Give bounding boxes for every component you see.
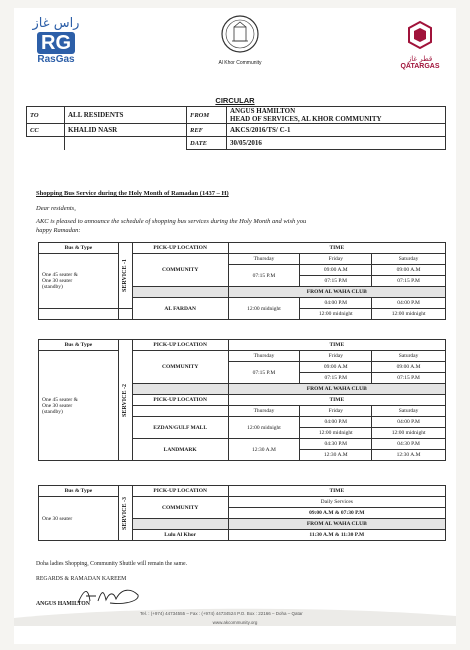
service-2-table [38, 339, 446, 461]
empty-cell [65, 137, 187, 150]
al-khor-community-logo [210, 14, 270, 66]
time-header: TIME [228, 486, 445, 497]
day-friday: Friday [300, 254, 372, 265]
time-cell: 12:00 midnight [300, 428, 372, 439]
from-waha-banner: FROM AL WAHA CLUB [228, 287, 445, 298]
community-location: COMMUNITY [132, 351, 228, 384]
day-friday: Friday [300, 406, 372, 417]
to-label: TO [27, 107, 65, 124]
footer-website: www.akcommunity.org [212, 620, 258, 625]
ref-label: REF [187, 124, 227, 137]
pickup-header: PICK-UP LOCATION [132, 486, 228, 497]
date-label: DATE [187, 137, 227, 150]
service-1-table [38, 242, 446, 320]
time-cell: 09:00 A.M [300, 362, 372, 373]
service-3-label: SERVICE -3 [118, 486, 132, 541]
service-3-bus: One 30 seater [39, 497, 119, 541]
pickup-header: PICK-UP LOCATION [132, 395, 228, 406]
time-cell: 07:15 P.M [300, 276, 372, 287]
time-header: TIME [228, 340, 445, 351]
from-title: HEAD OF SERVICES, AL KHOR COMMUNITY [230, 115, 382, 123]
community-location: COMMUNITY [132, 497, 228, 519]
time-cell: 04:30 P.M [372, 439, 446, 450]
from-value [227, 107, 446, 124]
time-cell: 04:00 P.M [372, 298, 446, 309]
daily-services: Daily Services [228, 497, 445, 508]
table-header-row [39, 486, 446, 497]
return-location: Lulu Al Khor [132, 530, 228, 541]
qatargas-logo [392, 20, 448, 70]
time-cell: 12:30 A.M [300, 450, 372, 461]
time-cell: 07:15 P.M [228, 362, 300, 384]
time-cell: 09:00 A.M [300, 265, 372, 276]
time-cell: 12:30 A.M [228, 439, 300, 461]
bus-type-header: Bus & Type [39, 243, 119, 254]
circular-page [14, 8, 456, 644]
bus-type-header: Bus & Type [39, 340, 119, 351]
subject-line: Shopping Bus Service during the Holy Month of Ramadan (1437 – H) [36, 190, 229, 197]
circular-title: CIRCULAR [215, 96, 255, 105]
time-cell: 07:15 P.M [372, 276, 446, 287]
day-saturday: Saturday [372, 351, 446, 362]
day-friday: Friday [300, 351, 372, 362]
return-location: AL FARDAN [132, 298, 228, 320]
table-header-row [39, 243, 446, 254]
empty-cell [118, 309, 132, 320]
bus-line: One 30 seater [42, 278, 73, 284]
rasgas-logo-name: RasGas [37, 54, 75, 65]
center-logo-caption: Al Khor Community [218, 60, 262, 66]
bus-line: (standby) [42, 408, 63, 415]
from-label: FROM [187, 107, 227, 124]
cc-ref-row [27, 124, 446, 137]
empty-cell [132, 519, 228, 530]
pickup-header: PICK-UP LOCATION [132, 340, 228, 351]
service-1-bus [39, 254, 119, 309]
time-cell: 12:00 midnight [300, 309, 372, 320]
footer-address: Tel. : (+974) 44734555 – Fax : (+974) 44734524 P.O. Box : 22166 – Doha – Qatar [140, 611, 303, 616]
empty-cell [39, 309, 119, 320]
regards-line: REGARDS & RAMADAN KAREEM [36, 576, 127, 582]
from-name: ANGUS HAMILTON [230, 107, 296, 115]
ezdan-location: EZDAN/GULF MALL [132, 417, 228, 439]
day-thursday: Thursday [228, 254, 300, 265]
empty-cell [132, 384, 228, 395]
return-times: 11:30 A.M & 11:30 P.M [228, 530, 445, 541]
rasgas-logo-arabic: راس غاز [32, 16, 80, 31]
community-seal-icon [220, 14, 260, 54]
empty-cell [132, 406, 228, 417]
time-cell: 04:00 P.M [300, 417, 372, 428]
service-3-table [38, 485, 446, 541]
time-cell: 07:15 P.M [228, 265, 300, 287]
rasgas-logo [26, 16, 86, 65]
intro-line-1: AKC is pleased to announce the schedule of shopping bus services during the Holy Month and wish you [36, 218, 307, 225]
table-row [39, 351, 446, 362]
time-cell: 07:15 P.M [372, 373, 446, 384]
bus-line: One 45 seater & [42, 272, 78, 278]
time-cell: 04:00 P.M [372, 417, 446, 428]
to-value: ALL RESIDENTS [65, 107, 187, 124]
landmark-location: LANDMARK [132, 439, 228, 461]
time-cell: 04:30 P.M [300, 439, 372, 450]
from-waha-banner: FROM AL WAHA CLUB [228, 519, 445, 530]
time-cell: 12:00 midnight [228, 417, 300, 439]
from-waha-banner: FROM AL WAHA CLUB [228, 384, 445, 395]
community-location: COMMUNITY [132, 254, 228, 287]
qatargas-logo-name: QATARGAS [400, 63, 440, 70]
day-saturday: Saturday [372, 406, 446, 417]
ref-value: AKCS/2016/TS/ C-1 [227, 124, 446, 137]
rasgas-logo-mark: RG [37, 32, 75, 54]
empty-cell [132, 287, 228, 298]
qatargas-mark-icon [405, 20, 435, 50]
cc-value: KHALID NASR [65, 124, 187, 137]
pickup-header: PICK-UP LOCATION [132, 243, 228, 254]
time-cell: 12:00 midnight [228, 298, 300, 320]
day-thursday: Thursday [228, 406, 300, 417]
service-2-bus [39, 351, 119, 461]
time-cell: 12:00 midnight [372, 309, 446, 320]
bus-line: One 30 seater [42, 402, 73, 409]
time-cell: 12:00 midnight [372, 428, 446, 439]
greeting: Dear residents, [36, 205, 76, 212]
day-saturday: Saturday [372, 254, 446, 265]
empty-cell [27, 137, 65, 150]
table-row [39, 254, 446, 265]
to-from-row [27, 107, 446, 124]
time-cell: 09:00 A.M [372, 265, 446, 276]
intro-line-2: happy Ramadan: [36, 227, 81, 234]
bus-type-header: Bus & Type [39, 486, 119, 497]
memo-header-table [26, 106, 446, 150]
table-header-row [39, 340, 446, 351]
qatargas-logo-arabic: قطر غاز [407, 55, 433, 63]
bus-line: (standby) [42, 284, 63, 290]
day-thursday: Thursday [228, 351, 300, 362]
bus-line: One 45 seater & [42, 396, 78, 403]
date-value: 30/05/2016 [227, 137, 446, 150]
footer-note: Doha ladies Shopping, Community Shuttle will remain the same. [36, 561, 188, 567]
service-2-label: SERVICE -2 [118, 340, 132, 461]
date-row [27, 137, 446, 150]
cc-label: CC [27, 124, 65, 137]
signatory-name: ANGUS HAMILTON [36, 601, 90, 607]
time-cell: 07:15 P.M [300, 373, 372, 384]
daily-times: 09:00 A.M & 07:30 P.M [228, 508, 445, 519]
service-1-label: SERVICE -1 [118, 243, 132, 309]
table-row [39, 497, 446, 508]
time-cell: 12:30 A.M [372, 450, 446, 461]
time-cell: 04:00 P.M [300, 298, 372, 309]
time-header: TIME [228, 395, 445, 406]
time-header: TIME [228, 243, 445, 254]
time-cell: 09:00 A.M [372, 362, 446, 373]
